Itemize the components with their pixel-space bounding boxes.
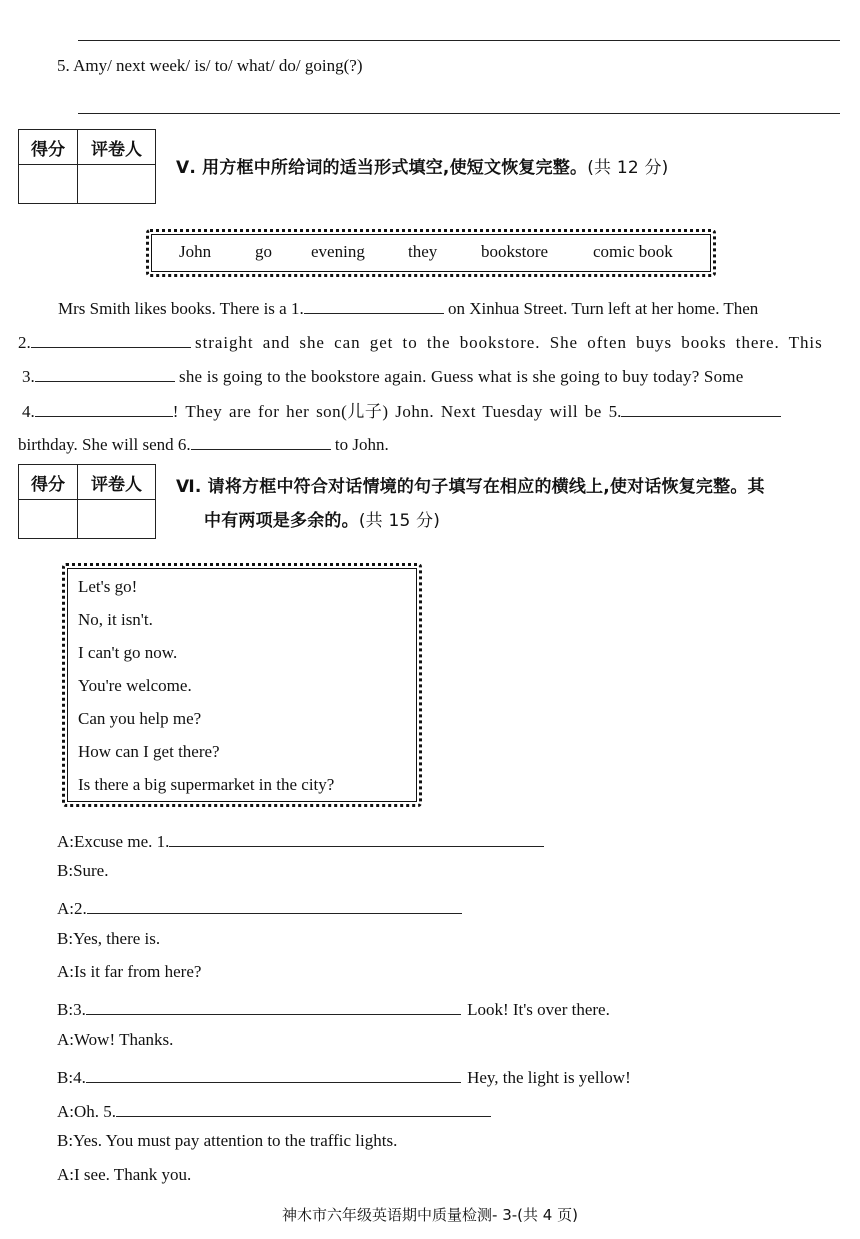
- blank-number: 1.: [156, 832, 170, 851]
- passage-line-2: [18, 329, 823, 353]
- dialogue-blank-2[interactable]: [87, 895, 462, 914]
- option-youre-welcome: You're welcome.: [78, 676, 192, 695]
- blank-3[interactable]: [35, 363, 175, 382]
- section-5-title: [176, 151, 669, 185]
- option-no-it-isnt: No, it isn't.: [78, 610, 153, 629]
- speaker-label: A:: [57, 1030, 74, 1049]
- question-5-number: 5.: [57, 56, 70, 75]
- dialogue-line-8: [57, 1064, 631, 1088]
- dialogue-text: I see. Thank you.: [74, 1165, 192, 1184]
- blank-2[interactable]: [31, 329, 191, 348]
- dialogue-text: Yes. You must pay attention to the traffic lights.: [73, 1131, 398, 1150]
- score-table-section-5: [18, 129, 156, 204]
- option-can-you-help-me: Can you help me?: [78, 709, 202, 728]
- word-box: [146, 229, 716, 277]
- section-6-title-text: 中有两项是多余的。: [204, 511, 359, 531]
- passage-line-4: [22, 397, 781, 422]
- passage-line-3: [22, 363, 743, 387]
- dialogue-text: Is it far from here?: [74, 962, 202, 981]
- section-5-points: (共 12 分): [587, 158, 669, 178]
- blank-5[interactable]: [621, 398, 781, 417]
- dialogue-line-7: [57, 1030, 173, 1050]
- word-bookstore: bookstore: [481, 242, 549, 261]
- dialogue-text: Hey, the light is yellow!: [467, 1068, 631, 1087]
- word-evening: evening: [311, 242, 365, 261]
- blank-number: 3.: [22, 367, 35, 386]
- grader-cell[interactable]: [78, 165, 156, 204]
- dialogue-text: Look! It's over there.: [467, 1000, 610, 1019]
- passage-text: on Xinhua Street. Turn left at her home. Then: [443, 299, 759, 318]
- blank-1[interactable]: [304, 295, 444, 314]
- score-label: 得分: [19, 130, 78, 165]
- dialogue-line-10: [57, 1131, 397, 1151]
- dialogue-line-9: [57, 1098, 491, 1122]
- dialogue-blank-4[interactable]: [86, 1064, 461, 1083]
- blank-number: 3.: [73, 1000, 86, 1019]
- dialogue-line-11: [57, 1165, 191, 1185]
- passage-text: she is going to the bookstore again. Guess what is she going to buy today? Some: [179, 367, 744, 386]
- passage-text: straight and she can get to the bookstore. She often buys books there. This: [195, 333, 823, 352]
- dialogue-line-5: [57, 962, 201, 982]
- blank-4[interactable]: [35, 398, 173, 417]
- blank-number: 2.: [74, 899, 87, 918]
- word-go: go: [255, 242, 272, 261]
- speaker-label: A:: [57, 832, 74, 851]
- blank-number: 5.: [608, 402, 622, 421]
- question-5: [57, 56, 363, 76]
- score-cell[interactable]: [19, 165, 78, 204]
- speaker-label: B:: [57, 1000, 74, 1019]
- cloze-passage: [18, 295, 840, 455]
- option-big-supermarket: Is there a big supermarket in the city?: [78, 775, 335, 794]
- option-i-cant-go-now: I can't go now.: [78, 643, 178, 662]
- passage-text: to John.: [330, 435, 389, 454]
- answer-line-5[interactable]: [78, 113, 840, 114]
- section-6-title-line-1: Ⅵ. 请将方框中符合对话情境的句子填写在相应的横线上,使对话恢复完整。其: [176, 477, 765, 497]
- speaker-label: A:: [57, 899, 74, 918]
- section-6-title-line-2: [204, 504, 440, 538]
- passage-line-1: [58, 295, 758, 319]
- blank-6[interactable]: [191, 431, 331, 450]
- score-label: 得分: [19, 465, 78, 500]
- passage-line-5: [18, 431, 389, 455]
- dialogue-text: Oh.: [74, 1102, 104, 1121]
- score-table-section-6: [18, 464, 156, 539]
- question-5-text: Amy/ next week/ is/ to/ what/ do/ going(?): [73, 56, 363, 75]
- word-comic-book: comic book: [593, 242, 673, 261]
- dialogue-blank-3[interactable]: [86, 996, 461, 1015]
- dialogue-text: Sure.: [73, 861, 109, 880]
- speaker-label: A:: [57, 962, 74, 981]
- dialogue-line-4: [57, 929, 160, 949]
- speaker-label: A:: [57, 1102, 74, 1121]
- speaker-label: B:: [57, 1068, 74, 1087]
- passage-text: ! They are for her son(儿子) John. Next Tuesday will be: [172, 402, 609, 421]
- speaker-label: B:: [57, 1131, 74, 1150]
- option-lets-go: Let's go!: [78, 577, 138, 596]
- blank-number: 4.: [22, 402, 35, 421]
- dialogue-text: Yes, there is.: [73, 929, 161, 948]
- dialogue-text: Wow! Thanks.: [74, 1030, 174, 1049]
- passage-text: birthday. She will send: [18, 435, 178, 454]
- speaker-label: A:: [57, 1165, 74, 1184]
- word-john: John: [179, 242, 212, 261]
- answer-line-4[interactable]: [78, 40, 840, 41]
- speaker-label: B:: [57, 861, 74, 880]
- dialogue-line-3: [57, 895, 462, 919]
- dialogue-blank-1[interactable]: [169, 828, 544, 847]
- section-5-title-text: Ⅴ. 用方框中所给词的适当形式填空,使短文恢复完整。: [176, 158, 588, 178]
- dialogue-line-6: [57, 996, 610, 1020]
- blank-number: 4.: [73, 1068, 86, 1087]
- page-footer: 神木市六年级英语期中质量检测- 3-(共 4 页): [282, 1206, 578, 1224]
- dialogue-line-1: [57, 828, 544, 852]
- speaker-label: B:: [57, 929, 74, 948]
- grader-label: 评卷人: [78, 465, 156, 500]
- dialogue-line-2: [57, 861, 108, 881]
- grader-cell[interactable]: [78, 500, 156, 539]
- blank-number: 2.: [18, 333, 31, 352]
- passage-text: Mrs Smith likes books. There is a: [58, 299, 291, 318]
- blank-number: 5.: [103, 1102, 117, 1121]
- blank-number: 1.: [290, 299, 304, 318]
- dialogue-blank-5[interactable]: [116, 1098, 491, 1117]
- grader-label: 评卷人: [78, 130, 156, 165]
- dialogue-text: Excuse me.: [74, 832, 157, 851]
- blank-number: 6.: [177, 435, 191, 454]
- option-how-can-i-get-there: How can I get there?: [78, 742, 220, 761]
- section-6-points: (共 15 分): [358, 511, 441, 531]
- word-they: they: [408, 242, 438, 261]
- score-cell[interactable]: [19, 500, 78, 539]
